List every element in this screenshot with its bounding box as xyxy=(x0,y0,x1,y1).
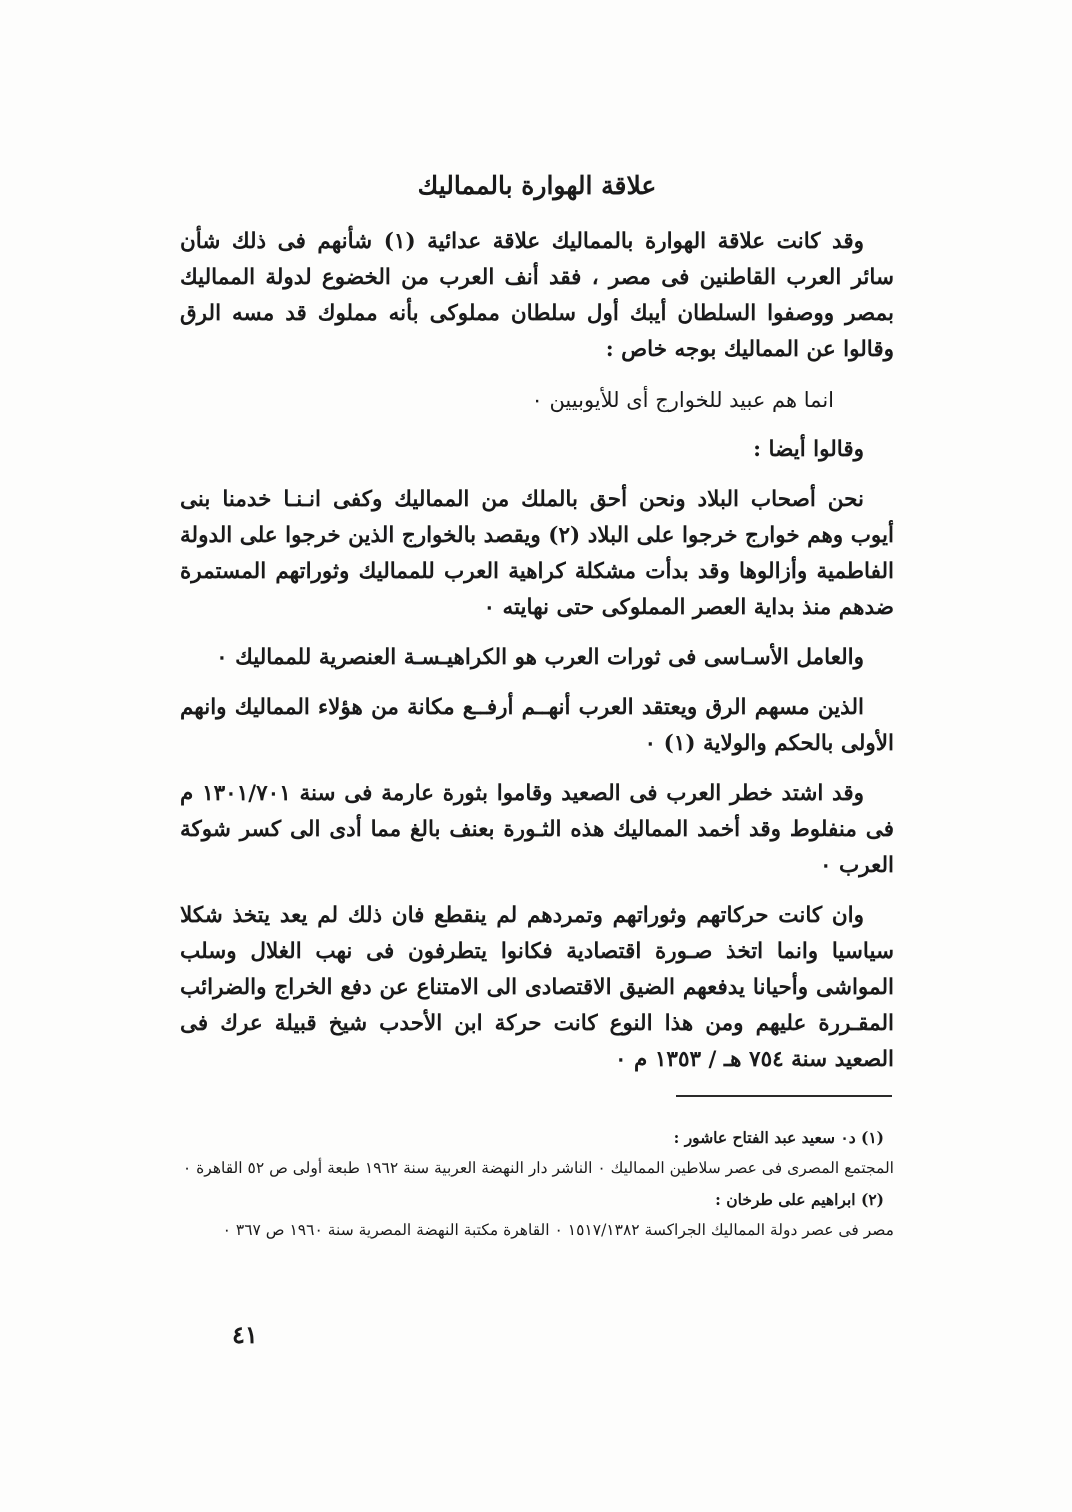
footnote-divider xyxy=(676,1095,892,1097)
paragraph-3: نحن أصحاب البلاد ونحن أحق بالملك من المماليك وكفى انـنـا خدمنا بنى أيوب وهم خوارج خرجوا على البلاد (٢) ويقصد بالخوارج الذين خرجوا على الدولة الفاطمية وأزالوها وقد بدأت مشكلة كراهية العرب للمماليك وثوراتهم المستمرة ضدهم منذ بداية العصر المملوكى حتى نهايته ٠ xyxy=(180,487,894,620)
quote-1: انما هم عبيد للخوارج أى للأيوبيين ٠ xyxy=(531,388,834,412)
footnote-2-body: مصر فى عصر دولة المماليك الجراكسة ١٥١٧/١٣٨٢ ٠ القاهرة مكتبة النهضة المصرية سنة ١٩٦٠ ص ٣٦٧ ٠ xyxy=(222,1221,894,1239)
footnote-1-body: المجتمع المصرى فى عصر سلاطين المماليك ٠ الناشر دار النهضة العربية سنة ١٩٦٢ طبعة أولى ص ٥٢ القاهرة ٠ xyxy=(182,1159,894,1177)
main-text xyxy=(180,168,894,1092)
paragraph-7: وان كانت حركاتهم وثوراتهم وتمردهم لم ينقطع فان ذلك لم يعد يتخذ شكلا سياسيا وانما اتخذ صـورة اقتصادية فكانوا يتطرفون فى نهب الغلال وسلب المواشى وأحيانا يدفعهم الضيق الاقتصادى الى الامتناع عن دفع الخراج والضرائب المقـررة عليهم ومن هذا النوع كانت حركة ابن الأحدب شيخ قبيلة عرك فى الصعيد سنة ٧٥٤ هـ / ١٣٥٣ م ٠ xyxy=(180,903,894,1072)
paragraph-6: وقد اشتد خطر العرب فى الصعيد وقاموا بثورة عارمة فى سنة ١٣٠١/٧٠١ م فى منفلوط وقد أخمد المماليك هذه الثـورة بعنف بالغ مما أدى الى كسر شوكة العرب ٠ xyxy=(180,781,894,878)
footnote-1-heading: (١) د٠ سعيد عبد الفتاح عاشور : xyxy=(673,1128,884,1147)
footnote-2-heading: (٢) ابراهيم على طرخان : xyxy=(715,1190,884,1209)
page-number: ٤١ xyxy=(232,1320,258,1349)
paragraph-4: والعامل الأسـاسى فى ثورات العرب هو الكراهيـسـة العنصرية للمماليك ٠ xyxy=(216,645,864,670)
paragraph-2: وقالوا أيضا : xyxy=(753,437,864,462)
paragraph-5: الذين مسهم الرق ويعتقد العرب أنهــم أرفــع مكانة من هؤلاء المماليك وانهم الأولى بالحكم والولاية (١) ٠ xyxy=(180,695,894,756)
page-title: علاقة الهوارة بالمماليك xyxy=(417,171,657,200)
footnotes xyxy=(178,1122,894,1246)
paragraph-1: وقد كانت علاقة الهوارة بالمماليك علاقة عدائية (١) شأنهم فى ذلك شأن سائر العرب القاطنين فى مصر ، فقد أنف العرب من الخضوع لدولة المماليك بمصر ووصفوا السلطان أيبك أول سلطان مملوكى بأنه مملوك قد مسه الرق وقالوا عن المماليك بوجه خاص : xyxy=(180,229,894,362)
